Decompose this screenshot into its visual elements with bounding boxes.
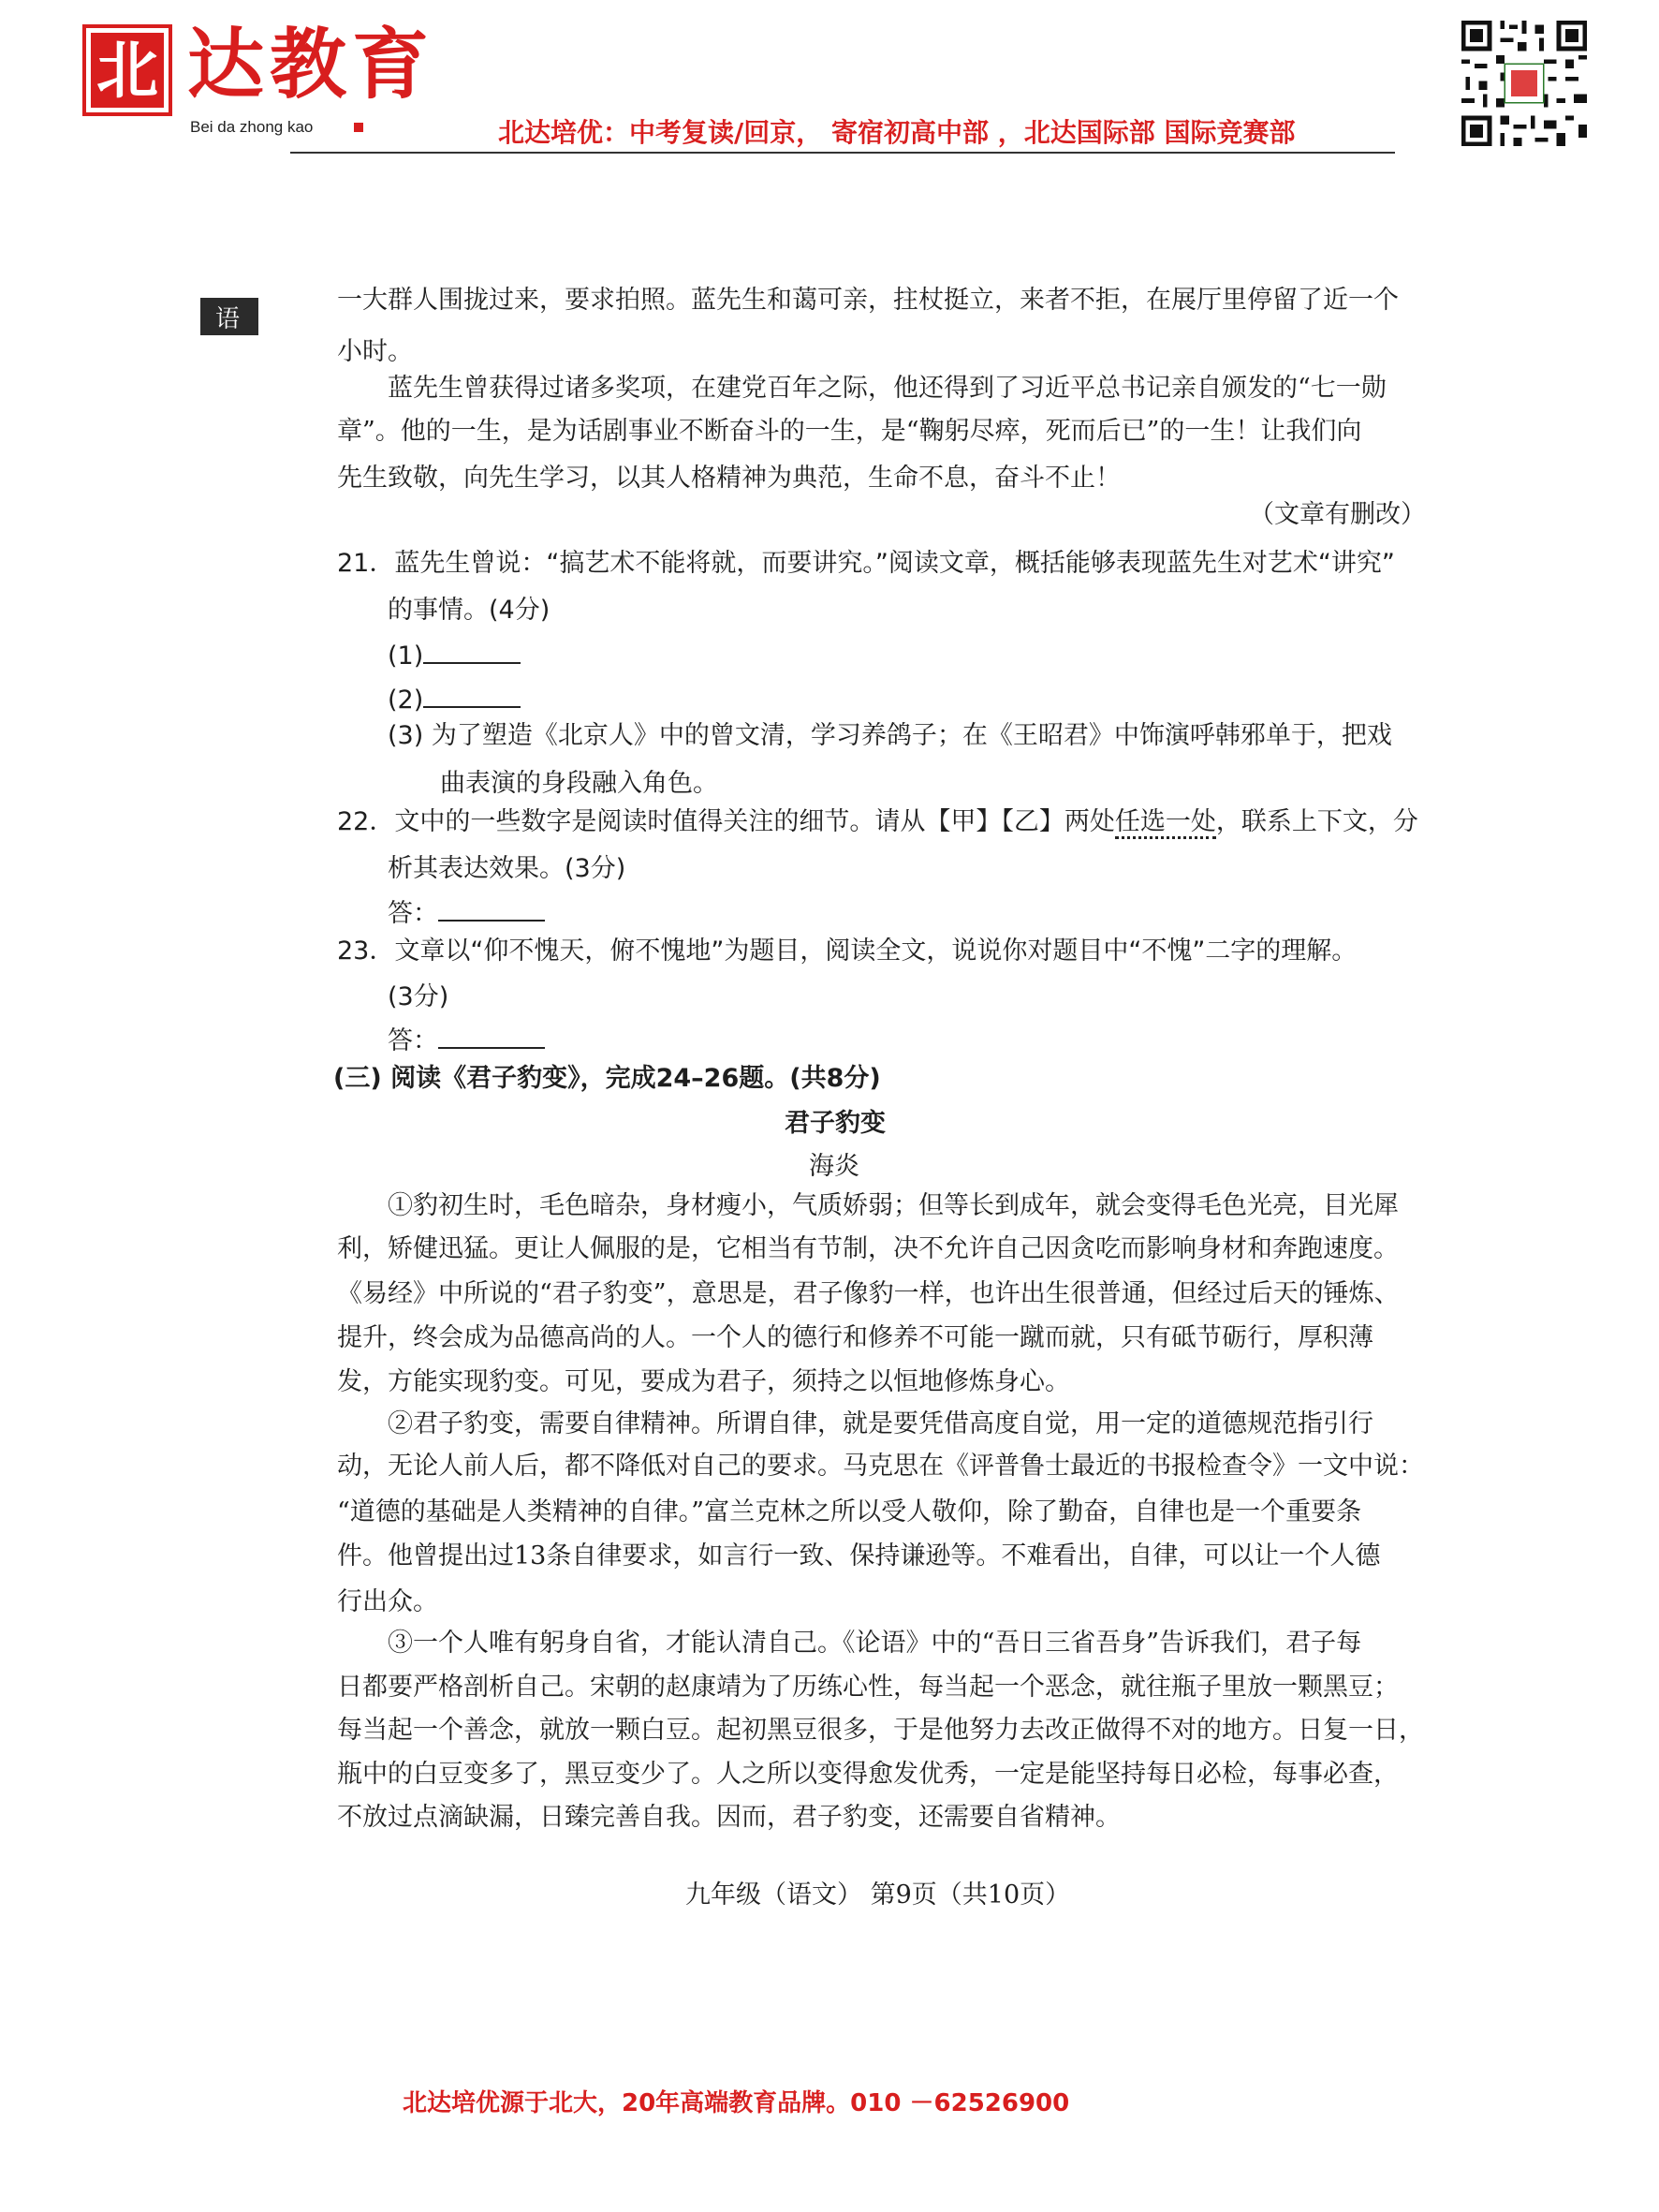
subject-tab: 语 (200, 298, 258, 335)
answer-item-2 (388, 686, 521, 713)
logo-dot (354, 123, 363, 132)
article-line: 利，矫健迅猛。更让人佩服的是，它相当有节制，决不允许自己因贪吃而影响身材和奔跑速度。 (337, 1234, 1399, 1263)
answer-label: 答： (388, 1026, 438, 1055)
logo-text: 达教育 (187, 20, 435, 110)
passage-line: 蓝先生曾获得过诸多奖项，在建党百年之际，他还得到了习近平总书记亲自颁发的“七一勋 (388, 374, 1387, 403)
article-line: 件。他曾提出过13条自律要求，如言行一致、保持谦逊等。不难看出，自律，可以让一个人德 (337, 1541, 1381, 1571)
answer-label: 答： (388, 899, 438, 928)
passage-line: 章”。他的一生，是为话剧事业不断奋斗的一生，是“鞠躬尽瘁，死而后已”的一生！让我们向 (337, 417, 1362, 446)
article-line: ①豹初生时，毛色暗杂，身材瘦小，气质娇弱；但等长到成年，就会变得毛色光亮，目光犀 (388, 1191, 1399, 1220)
answer-blank-1[interactable] (423, 641, 521, 664)
question-21: 21．蓝先生曾说：“搞艺术不能将就，而要讲究。”阅读文章，概括能够表现蓝先生对艺术“讲究” (337, 549, 1395, 578)
logo-char: 北 (91, 33, 164, 108)
article-line: 《易经》中所说的“君子豹变”，意思是，君子像豹一样，也许出生很普通，但经过后天的锤炼、 (337, 1279, 1400, 1308)
q22-text-a: 22．文中的一些数字是阅读时值得关注的细节。请从【甲】【乙】两处 (337, 807, 1115, 836)
article-line: 瓶中的白豆变多了，黑豆变少了。人之所以变得愈发优秀，一定是能坚持每日必检，每事必查， (337, 1760, 1399, 1789)
passage-line: 一大群人围拢过来，要求拍照。蓝先生和蔼可亲，拄杖挺立，来者不拒，在展厅里停留了近一个 (337, 286, 1399, 315)
qr-code-icon (1461, 21, 1587, 146)
item-2-label: (2) (388, 686, 424, 715)
article-author: 海炎 (809, 1152, 859, 1181)
article-line: 行出众。 (337, 1587, 438, 1616)
header-divider (290, 152, 1395, 154)
passage-note: （文章有删改） (1249, 500, 1426, 529)
page-number: 九年级（语文） 第9页（共10页） (685, 1880, 1071, 1910)
question-22-line2: 析其表达效果。(3分) (388, 854, 626, 883)
logo-pinyin: Bei da zhong kao (190, 118, 314, 136)
article-line: 不放过点滴缺漏，日臻完善自我。因而，君子豹变，还需要自省精神。 (337, 1803, 1121, 1832)
footer-ad: 北达培优源于北大，20年高端教育品牌。010 －62526900 (403, 2089, 1070, 2117)
section-heading: (三) 阅读《君子豹变》，完成24–26题。(共8分) (333, 1064, 881, 1093)
question-22 (337, 809, 1418, 834)
article-line: ③一个人唯有躬身自省，才能认清自己。《论语》中的“吾日三省吾身”告诉我们，君子每 (388, 1629, 1362, 1658)
article-line: 提升，终会成为品德高尚的人。一个人的德行和修养不可能一蹴而就，只有砥节砺行，厚积薄 (337, 1323, 1373, 1352)
answer-item-3-line2: 曲表演的身段融入角色。 (440, 769, 718, 798)
logo-mark (82, 24, 172, 116)
question-23: 23．文章以“仰不愧天，俯不愧地”为题目，阅读全文，说说你对题目中“不愧”二字的理解。 (337, 936, 1358, 966)
article-line: 动，无论人前人后，都不降低对自己的要求。马克思在《评普鲁士最近的书报检查令》一文中说： (337, 1452, 1424, 1481)
question-21-line2: 的事情。(4分) (388, 596, 551, 625)
answer-22 (388, 899, 545, 926)
answer-blank-22[interactable] (438, 899, 545, 922)
article-line: ②君子豹变，需要自律精神。所谓自律，就是要凭借高度自觉，用一定的道德规范指引行 (388, 1409, 1373, 1438)
question-23-line2: (3分) (388, 982, 449, 1011)
article-line: “道德的基础是人类精神的自律。”富兰克林之所以受人敬仰，除了勤奋，自律也是一个重要条 (337, 1497, 1362, 1526)
passage-line: 先生致敬，向先生学习，以其人格精神为典范，生命不息，奋斗不止！ (337, 464, 1121, 493)
answer-23 (388, 1026, 545, 1054)
article-line: 日都要严格剖析自己。宋朝的赵康靖为了历练心性，每当起一个恶念，就往瓶子里放一颗黑豆； (337, 1673, 1399, 1702)
answer-item-3: (3) 为了塑造《北京人》中的曾文清，学习养鸽子；在《王昭君》中饰演呼韩邪单于，把戏 (388, 721, 1392, 750)
q22-emphasis: 任选一处 (1115, 807, 1216, 839)
item-1-label: (1) (388, 641, 424, 671)
passage-line: 小时。 (337, 337, 413, 366)
answer-blank-2[interactable] (423, 686, 521, 708)
answer-item-1 (388, 641, 521, 669)
q22-text-b: ，联系上下文，分 (1215, 807, 1418, 836)
answer-blank-23[interactable] (438, 1026, 545, 1049)
header-slogan: 北达培优：中考复读/回京， 寄宿初高中部 ，北达国际部 国际竞赛部 (498, 117, 1296, 148)
article-title: 君子豹变 (785, 1109, 886, 1138)
article-line: 发，方能实现豹变。可见，要成为君子，须持之以恒地修炼身心。 (337, 1367, 1070, 1396)
article-line: 每当起一个善念，就放一颗白豆。起初黑豆很多，于是他努力去改正做得不对的地方。日复一日， (337, 1716, 1424, 1745)
